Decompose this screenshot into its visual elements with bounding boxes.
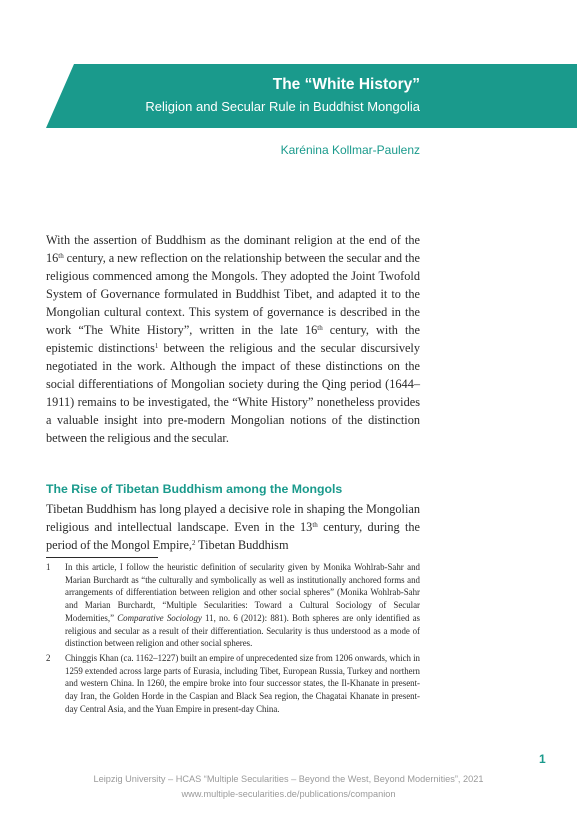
footer-url[interactable]: www.multiple-secularities.de/publications/companion [181, 789, 396, 799]
author-name: Karénina Kollmar-Paulenz [280, 143, 420, 157]
ordinal-suffix: th [317, 324, 323, 332]
footnote-text: Chinggis Khan (ca. 1162–1227) built an empire of unprecedented size from 1206 onwards, which in 1259 extended across large parts of Eurasia, including Tibet, European Russia, Turkey and northern and western China. In 1260, the empire broke into four successor states, the Il-Khanate in present-day Iran, the Golden Horde in the Caspian and Black Sea region, the Chagatai Khanate in present-day Central Asia, and the Yuan Empire in present-day China. [65, 652, 420, 714]
ordinal-suffix: th [312, 521, 318, 529]
page-number: 1 [539, 752, 546, 766]
intro-paragraph [46, 231, 420, 447]
section-text-1: Tibetan Buddhism has long played a decisive role in shaping the Mongolian religious and intellectual landscape. Even in the 13 [46, 502, 420, 534]
page-subtitle: Religion and Secular Rule in Buddhist Mongolia [145, 99, 420, 114]
section-paragraph [46, 500, 420, 554]
intro-text-1: With the assertion of Buddhism as the dominant religion at the end of the 16 [46, 233, 420, 265]
intro-text-4: between the religious and the secular discursively negotiated in the work. Although the impact of these distinctions on the social differentiations of Mongolian society during the Qing period (1644–1911) remains to be investigated, the “White History” nonetheless provides a valuable insight into pre-modern Mongolian notions of the distinction between the religious and the secular. [46, 341, 420, 445]
section-text-3: Tibetan Buddhism [195, 538, 289, 552]
intro-text-3: century, with the epistemic distinctions [46, 323, 420, 355]
footnote-text: 11, no. 6 (2012): 881). Both spheres are only identified as religious and secular as a result of their differentiation. Secularity is thus understood as a mode of distinction between religion and other social spheres. [65, 612, 420, 649]
footnote-text: In this article, I follow the heuristic definition of secularity given by Monika Wohlrab-Sahr and Marian Burchardt as “the culturally and symbolically as well as institutionally anchored forms and arrangements of differentiation between religion and other social spheres” (Monika Wohlrab-Sahr and Marian Burchardt, “Multiple Secularities: Toward a Cultural Sociology of Secular Modernities,” [65, 562, 420, 623]
footnote-divider [46, 557, 158, 558]
footnote-ref-1[interactable]: 1 [154, 342, 159, 350]
ordinal-suffix: th [58, 252, 64, 260]
footer-citation: Leipzig University – HCAS “Multiple Secularities – Beyond the West, Beyond Modernities”, 2021 [93, 774, 484, 784]
footnote-2 [46, 652, 420, 716]
title-banner [46, 64, 577, 128]
journal-title: Comparative Sociology [117, 612, 202, 623]
page-title: The “White History” [272, 76, 420, 93]
footnotes [46, 561, 420, 715]
footnote-number: 1 [46, 562, 51, 572]
section-heading: The Rise of Tibetan Buddhism among the Mongols [46, 482, 343, 496]
intro-text-2: century, a new reflection on the relationship between the secular and the religious commenced among the Mongols. They adopted the Joint Twofold System of Governance formulated in Buddhist Tibet, and adapted it to the Mongolian cultural context. This system of governance is described in the work “The White History”, written in the late 16 [46, 251, 420, 337]
footnote-ref-2[interactable]: 2 [192, 539, 196, 547]
footnote-1 [46, 561, 420, 650]
footnote-number: 2 [46, 652, 51, 663]
section-text-2: century, during the period of the Mongol Empire, [46, 520, 420, 552]
